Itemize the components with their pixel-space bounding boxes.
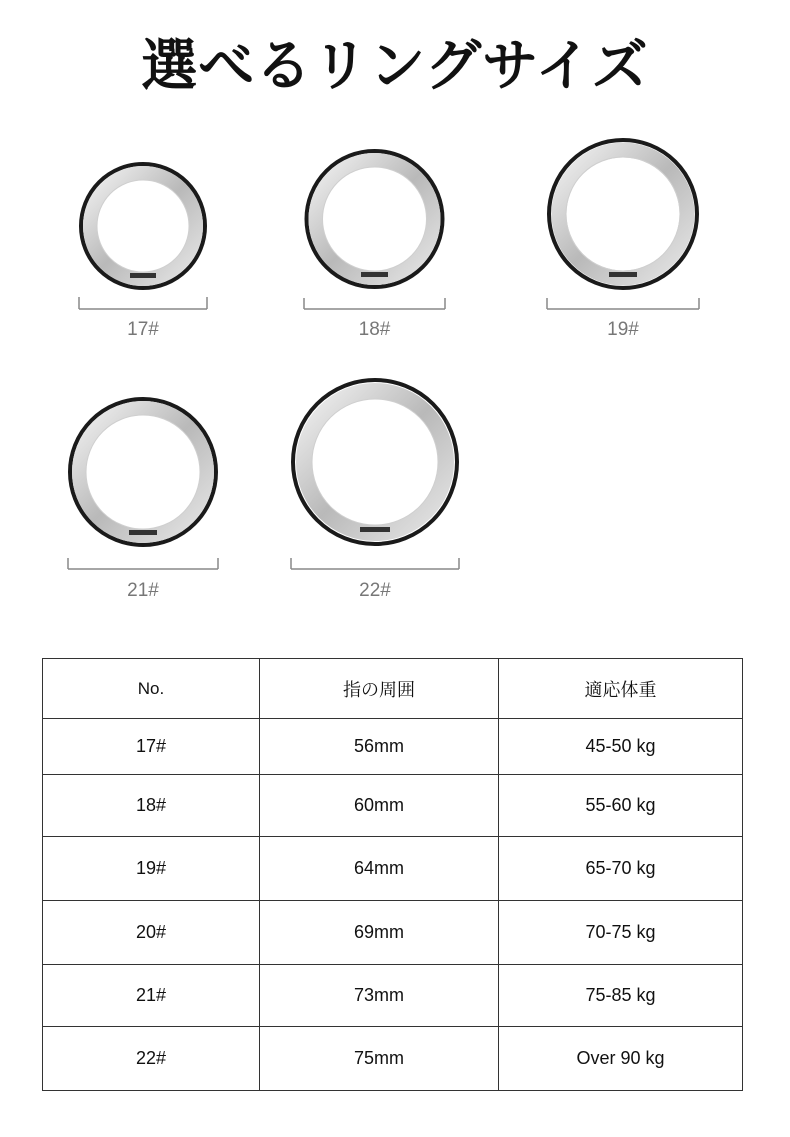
cell-weight: Over 90 kg bbox=[499, 1027, 743, 1091]
ring-label: 22# bbox=[359, 580, 391, 601]
table-row bbox=[43, 901, 743, 965]
ring-22-icon bbox=[290, 378, 460, 571]
table-row bbox=[43, 775, 743, 837]
cell-size: 19# bbox=[43, 837, 260, 901]
ring-19 bbox=[546, 137, 700, 346]
cell-circumference: 69mm bbox=[260, 901, 499, 965]
cell-circumference: 60mm bbox=[260, 775, 499, 837]
ring-label: 18# bbox=[358, 319, 391, 340]
cell-size: 22# bbox=[43, 1027, 260, 1091]
cell-circumference: 56mm bbox=[260, 719, 499, 775]
cell-weight: 70-75 kg bbox=[499, 901, 743, 965]
ring-17-icon bbox=[78, 161, 208, 311]
cell-weight: 65-70 kg bbox=[499, 837, 743, 901]
cell-size: 21# bbox=[43, 965, 260, 1027]
header-weight: 適応体重 bbox=[499, 659, 743, 719]
ring-21-icon bbox=[67, 396, 219, 571]
ring-18-icon bbox=[303, 148, 446, 311]
cell-size: 17# bbox=[43, 719, 260, 775]
table-row bbox=[43, 1027, 743, 1091]
cell-circumference: 73mm bbox=[260, 965, 499, 1027]
table-header-row bbox=[43, 659, 743, 719]
cell-circumference: 64mm bbox=[260, 837, 499, 901]
page-title: 選べるリングサイズ bbox=[141, 34, 649, 99]
cell-weight: 55-60 kg bbox=[499, 775, 743, 837]
ring-label: 19# bbox=[607, 319, 639, 340]
cell-size: 20# bbox=[43, 901, 260, 965]
cell-size: 18# bbox=[43, 775, 260, 837]
cell-circumference: 75mm bbox=[260, 1027, 499, 1091]
header-no: No. bbox=[43, 659, 260, 719]
size-table bbox=[42, 658, 743, 1091]
ring-18 bbox=[303, 148, 446, 346]
table-row bbox=[43, 837, 743, 901]
table-row bbox=[43, 965, 743, 1027]
table-row bbox=[43, 719, 743, 775]
ring-label: 17# bbox=[127, 319, 159, 340]
ring-22 bbox=[290, 378, 460, 606]
header-finger-circumference: 指の周囲 bbox=[260, 659, 499, 719]
ring-21 bbox=[67, 396, 219, 606]
ring-19-icon bbox=[546, 137, 700, 311]
ring-label: 21# bbox=[127, 580, 159, 601]
cell-weight: 75-85 kg bbox=[499, 965, 743, 1027]
cell-weight: 45-50 kg bbox=[499, 719, 743, 775]
ring-17 bbox=[78, 161, 208, 346]
